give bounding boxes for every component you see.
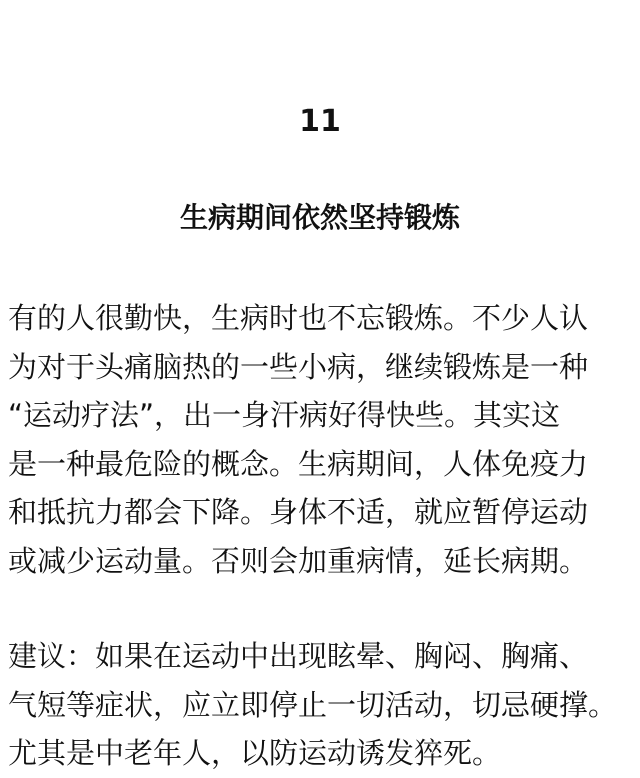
paragraph-line: 或减少运动量。否则会加重病情，延长病期。 — [8, 543, 589, 578]
paragraph-line: 尤其是中老年人，以防运动诱发猝死。 — [8, 736, 502, 771]
section-number: 11 — [299, 104, 341, 139]
paragraph-line: 是一种最危险的概念。生病期间，人体免疫力 — [8, 446, 589, 481]
paragraph-line: 为对于头痛脑热的一些小病，继续锻炼是一种 — [8, 349, 589, 384]
paragraph-line: 有的人很勤快，生病时也不忘锻炼。不少人认 — [8, 301, 589, 335]
paragraph-line: 气短等症状，应立即停止一切活动，切忌硬撑。 — [8, 687, 618, 722]
paragraph-main — [8, 294, 636, 586]
paragraph-line: 建议：如果在运动中出现眩晕、胸闷、胸痛、 — [8, 639, 589, 673]
paragraph-advice — [8, 632, 636, 778]
section-title: 生病期间依然坚持锻炼 — [179, 201, 460, 234]
paragraph-line: 和抵抗力都会下降。身体不适，就应暂停运动 — [8, 495, 589, 530]
paragraph-line: “运动疗法”，出一身汗病好得快些。其实这 — [8, 398, 561, 433]
